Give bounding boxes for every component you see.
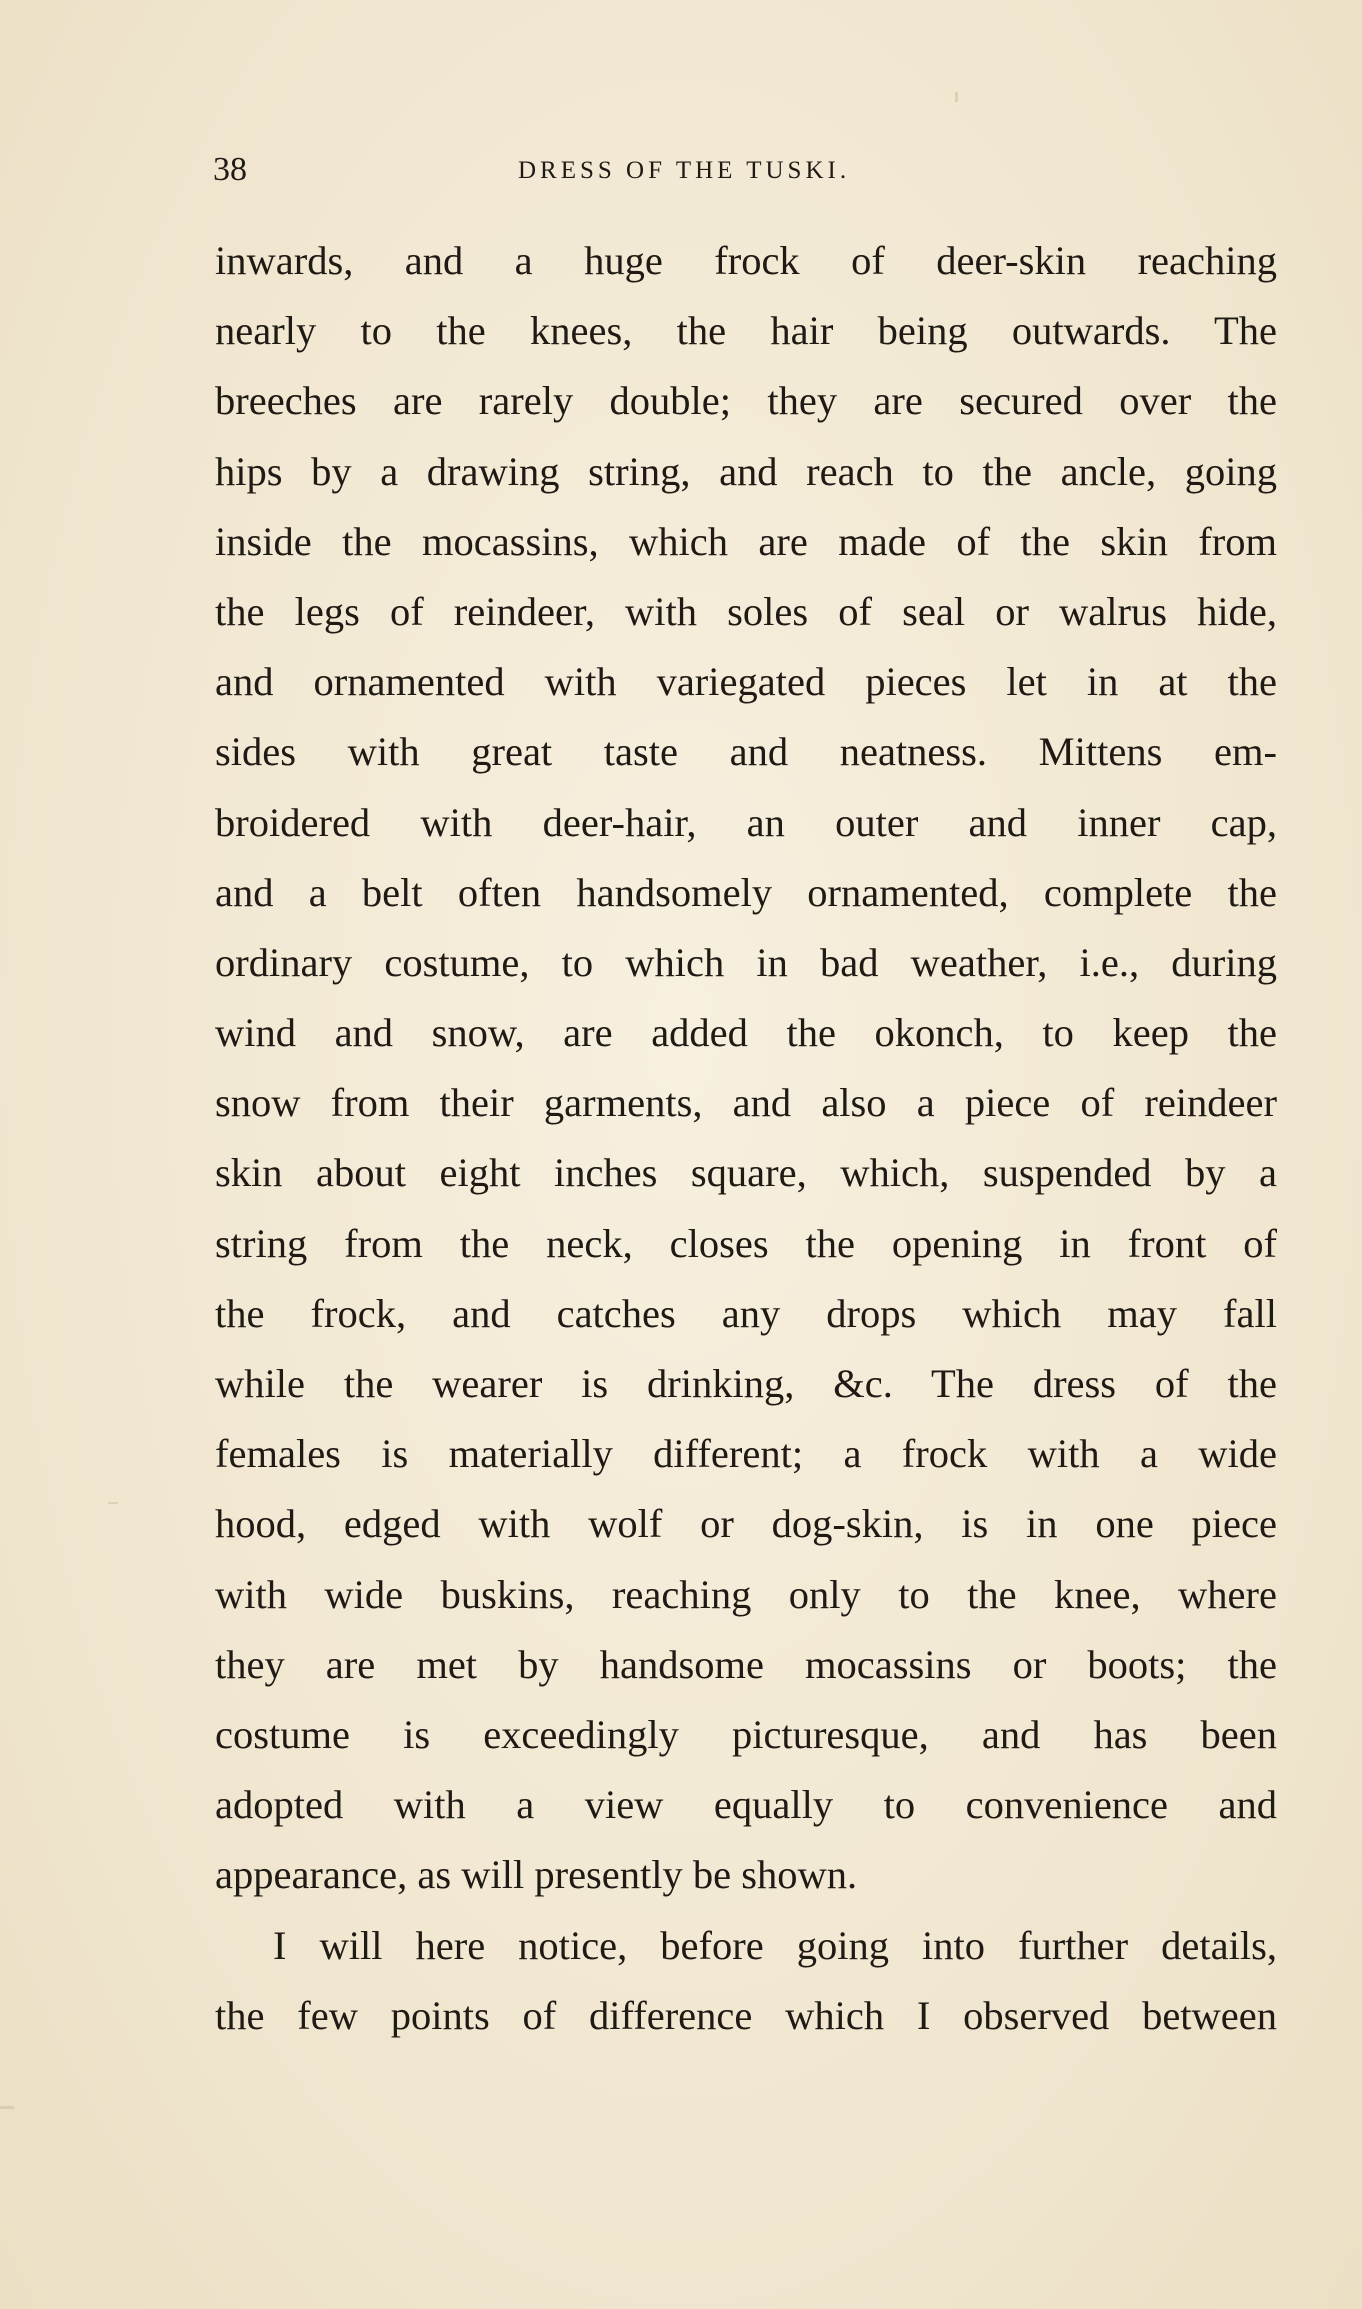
page-header [213,148,1275,192]
text-line: broidered with deer-hair, an outer and inner cap, [215,799,1277,845]
running-title: DRESS OF THE TUSKI. [518,157,851,184]
text-line: I will here notice, before going into further details, [273,1922,1277,1968]
text-line: the legs of reindeer, with soles of seal or walrus hide, [215,588,1277,634]
text-line: string from the neck, closes the opening in front of [215,1220,1277,1266]
text-line: hood, edged with wolf or dog-skin, is in one piece [215,1501,1277,1547]
text-line: and a belt often handsomely ornamented, complete the [215,869,1277,915]
text-line: inside the mocassins, which are made of the skin from [215,518,1277,564]
paper-speck [108,1502,118,1504]
body-text [215,226,1277,2051]
text-line: sides with great taste and neatness. Mittens em- [215,729,1277,775]
text-line: females is materially different; a frock with a wide [215,1431,1277,1477]
text-line: breeches are rarely double; they are secured over the [215,378,1277,424]
text-line: nearly to the knees, the hair being outwards. The [215,308,1277,354]
text-line: hips by a drawing string, and reach to the ancle, going [215,448,1277,494]
text-line: skin about eight inches square, which, suspended by a [215,1150,1277,1196]
text-line: adopted with a view equally to convenience and [215,1782,1277,1828]
text-line: costume is exceedingly picturesque, and has been [215,1711,1277,1757]
text-line: the frock, and catches any drops which may fall [215,1290,1277,1336]
text-line: they are met by handsome mocassins or boots; the [215,1641,1277,1687]
text-line: snow from their garments, and also a piece of reindeer [215,1080,1277,1126]
text-line: with wide buskins, reaching only to the knee, where [215,1571,1277,1617]
text-line: ordinary costume, to which in bad weather, i.e., during [215,939,1277,985]
paper-speck [0,2106,14,2109]
text-line: and ornamented with variegated pieces let in at the [215,659,1277,705]
paper-speck [955,92,958,102]
text-line: while the wearer is drinking, &c. The dress of the [215,1361,1277,1406]
page-number: 38 [213,151,247,188]
text-line: the few points of difference which I observed between [215,1992,1277,2038]
text-line: wind and snow, are added the okonch, to keep the [215,1010,1277,1056]
text-line: inwards, and a huge frock of deer-skin reaching [215,238,1277,283]
text-line: appearance, as will presently be shown. [215,1852,858,1898]
